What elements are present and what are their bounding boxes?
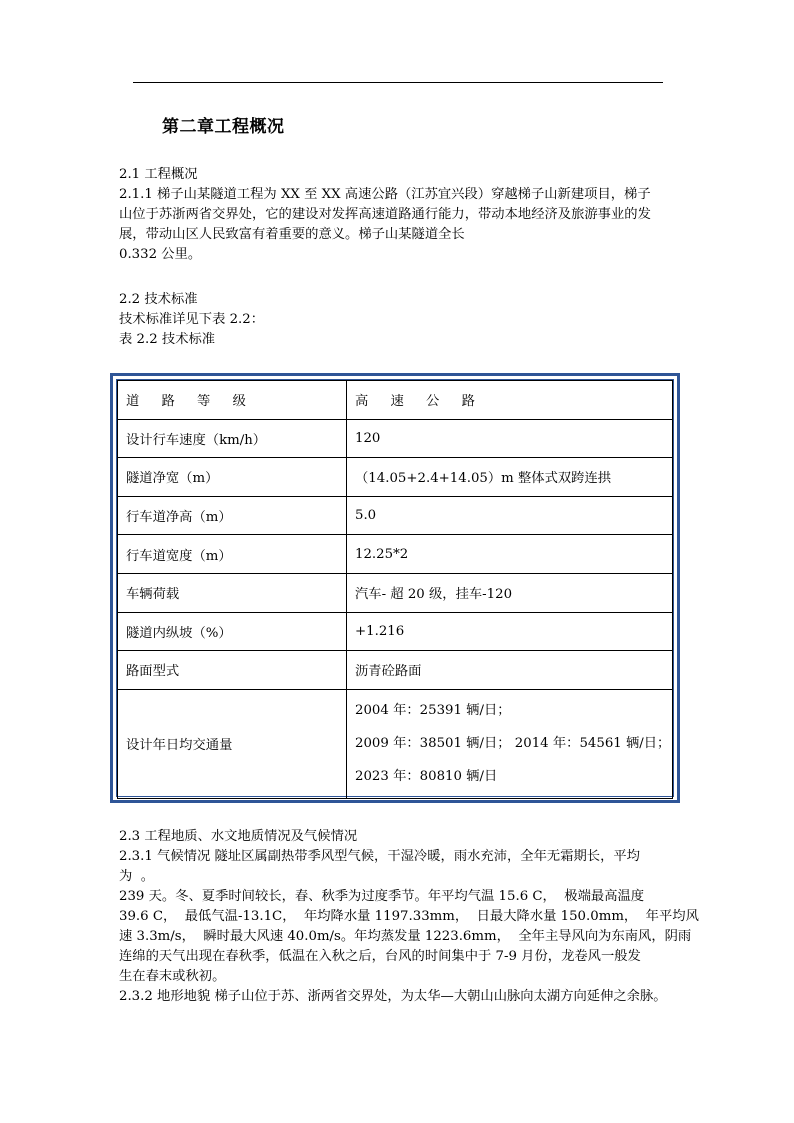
table-cell-label: 道 路 等 级: [118, 381, 347, 420]
paragraph-line: 山位于苏浙两省交界处，它的建设对发挥高速道路通行能力，带动本地经济及旅游事业的发: [119, 207, 651, 222]
chapter-title: 第二章工程概况: [162, 117, 285, 137]
table-row: [118, 573, 673, 612]
paragraph-line: 2.3.1 气候情况 隧址区属副热带季风型气候，干湿冷暖，雨水充沛，全年无霜期长，平均: [119, 849, 640, 864]
section-2-3: [119, 827, 699, 1007]
traffic-line: 2004 年：25391 辆/日；: [355, 703, 511, 719]
table-cell-label: 路面型式: [118, 651, 347, 690]
traffic-line: 2023 年：80810 辆/日: [355, 769, 498, 785]
paragraph-line: 2.3.2 地形地貌 梯子山位于苏、浙两省交界处，为太华—大朝山山脉向太湖方向延伸之余脉。: [119, 989, 667, 1004]
table-caption: 表 2.2 技术标准: [119, 332, 216, 347]
paragraph-line: 为 。: [119, 869, 155, 884]
paragraph-line: 生在春末或秋初。: [119, 969, 226, 984]
table-cell-value: 120: [347, 419, 673, 458]
paragraph-line: 39.6 C， 最低气温-13.1C， 年均降水量 1197.33mm， 日最大降水量 150.0mm， 年平均风: [119, 909, 699, 924]
table-cell-value: 高 速 公 路: [347, 381, 673, 420]
paragraph-line: 0.332 公里。: [119, 247, 202, 262]
table-header-row: [118, 381, 673, 420]
table-cell-value: [347, 689, 673, 798]
table-row: [118, 496, 673, 535]
table-cell-value: 汽车- 超 20 级，挂车-120: [347, 573, 673, 612]
header-rule: [133, 82, 663, 83]
table-row: [118, 535, 673, 574]
table-cell-value: 沥青砼路面: [347, 651, 673, 690]
table-cell-label: 行车道净高（m）: [118, 496, 347, 535]
table-cell-value: +1.216: [347, 612, 673, 651]
table-cell-value: 5.0: [347, 496, 673, 535]
table-cell-label: 隧道内纵坡（%）: [118, 612, 347, 651]
paragraph-line: 速 3.3m/s， 瞬时最大风速 40.0m/s。年均蒸发量 1223.6mm， 全年主导风向为东南风，阴雨: [119, 929, 692, 944]
table-cell-label: 车辆荷载: [118, 573, 347, 612]
tech-standard-table-frame: [110, 373, 680, 803]
table-row: [118, 651, 673, 690]
traffic-line: 2009 年：38501 辆/日； 2014 年：54561 辆/日；: [355, 736, 671, 752]
paragraph-line: 技术标准详见下表 2.2：: [119, 312, 265, 327]
table-cell-value: 12.25*2: [347, 535, 673, 574]
section-heading: 2.1 工程概况: [119, 167, 198, 182]
table-cell-label: 隧道净宽（m）: [118, 458, 347, 497]
table-row-traffic: [118, 689, 673, 798]
table-cell-label: 设计行车速度（km/h）: [118, 419, 347, 458]
table-row: [118, 612, 673, 651]
paragraph-line: 连绵的天气出现在春秋季，低温在入秋之后，台风的时间集中于 7-9 月份，龙卷风一般发: [119, 949, 641, 964]
table-row: [118, 419, 673, 458]
paragraph-line: 展，带动山区人民致富有着重要的意义。梯子山某隧道全长: [119, 227, 465, 242]
section-heading: 2.2 技术标准: [119, 292, 198, 307]
table-cell-value: （14.05+2.4+14.05）m 整体式双跨连拱: [347, 458, 673, 497]
section-2-2: [119, 290, 685, 350]
tech-standard-table: [117, 380, 673, 799]
table-cell-label: 设计年日均交通量: [118, 689, 347, 798]
section-2-1: [119, 165, 685, 265]
section-heading: 2.3 工程地质、水文地质情况及气候情况: [119, 829, 358, 844]
table-row: [118, 458, 673, 497]
paragraph-line: 2.1.1 梯子山某隧道工程为 XX 至 XX 高速公路（江苏宜兴段）穿越梯子山新建项目，梯子: [119, 187, 651, 202]
paragraph-line: 239 天。冬、夏季时间较长，春、秋季为过度季节。年平均气温 15.6 C， 极端最高温度: [119, 889, 645, 904]
table-cell-label: 行车道宽度（m）: [118, 535, 347, 574]
